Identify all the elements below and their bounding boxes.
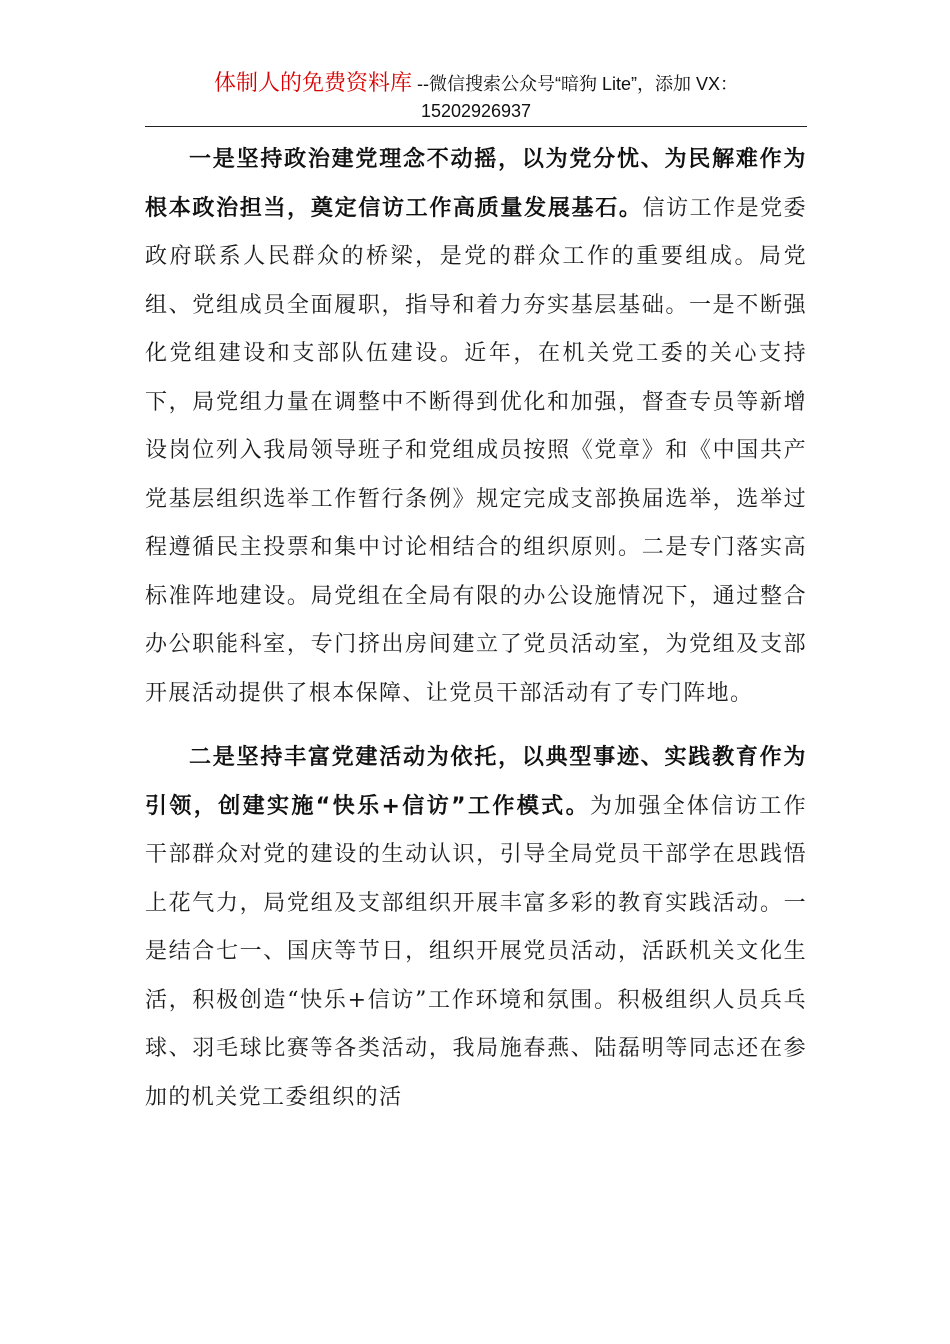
document-body (145, 136, 807, 1138)
paragraph-1-lead: 一是坚持政治建党理念不动摇，以为党分忧、为民解难作为根本政治担当，奠定信访工作高质量发展基石。 (145, 147, 807, 221)
paragraph-1 (145, 136, 807, 718)
paragraph-2-body: 为加强全体信访工作干部群众对党的建设的生动认识，引导全局党员干部学在思践悟上花气力，局党组及支部组织开展丰富多彩的教育实践活动。一是结合七一、国庆等节日，组织开展党员活动，活跃机关文化生活，积极创造“快乐+信访”工作环境和氛围。积极组织人员兵乓球、羽毛球比赛等各类活动，我局施春燕、陆磊明等同志还在参加的机关党工委组织的活 (145, 793, 807, 1110)
header-divider (145, 126, 807, 127)
page-header (145, 70, 807, 125)
header-notice: --微信搜索公众号“暗狗 Lite”，添加 VX： (412, 74, 739, 94)
header-line (145, 70, 807, 98)
paragraph-2-lead: 二是坚持丰富党建活动为依托，以典型事迹、实践教育作为引领，创建实施“快乐+信访”工作模式。 (145, 745, 807, 819)
header-brand: 体制人的免费资料库 (213, 71, 412, 96)
header-phone: 15202926937 (420, 101, 532, 121)
paragraph-2 (145, 734, 807, 1122)
paragraph-1-body: 信访工作是党委政府联系人民群众的桥梁，是党的群众工作的重要组成。局党组、党组成员全面履职，指导和着力夯实基层基础。一是不断强化党组建设和支部队伍建设。近年，在机关党工委的关心支持下，局党组力量在调整中不断得到优化和加强，督查专员等新增设岗位列入我局领导班子和党组成员按照《党章》和《中国共产党基层组织选举工作暂行条例》规定完成支部换届选举，选举过程遵循民主投票和集中讨论相结合的组织原则。二是专门落实高标准阵地建设。局党组在全局有限的办公设施情况下，通过整合办公职能科室，专门挤出房间建立了党员活动室，为党组及支部开展活动提供了根本保障、让党员干部活动有了专门阵地。 (145, 195, 807, 706)
